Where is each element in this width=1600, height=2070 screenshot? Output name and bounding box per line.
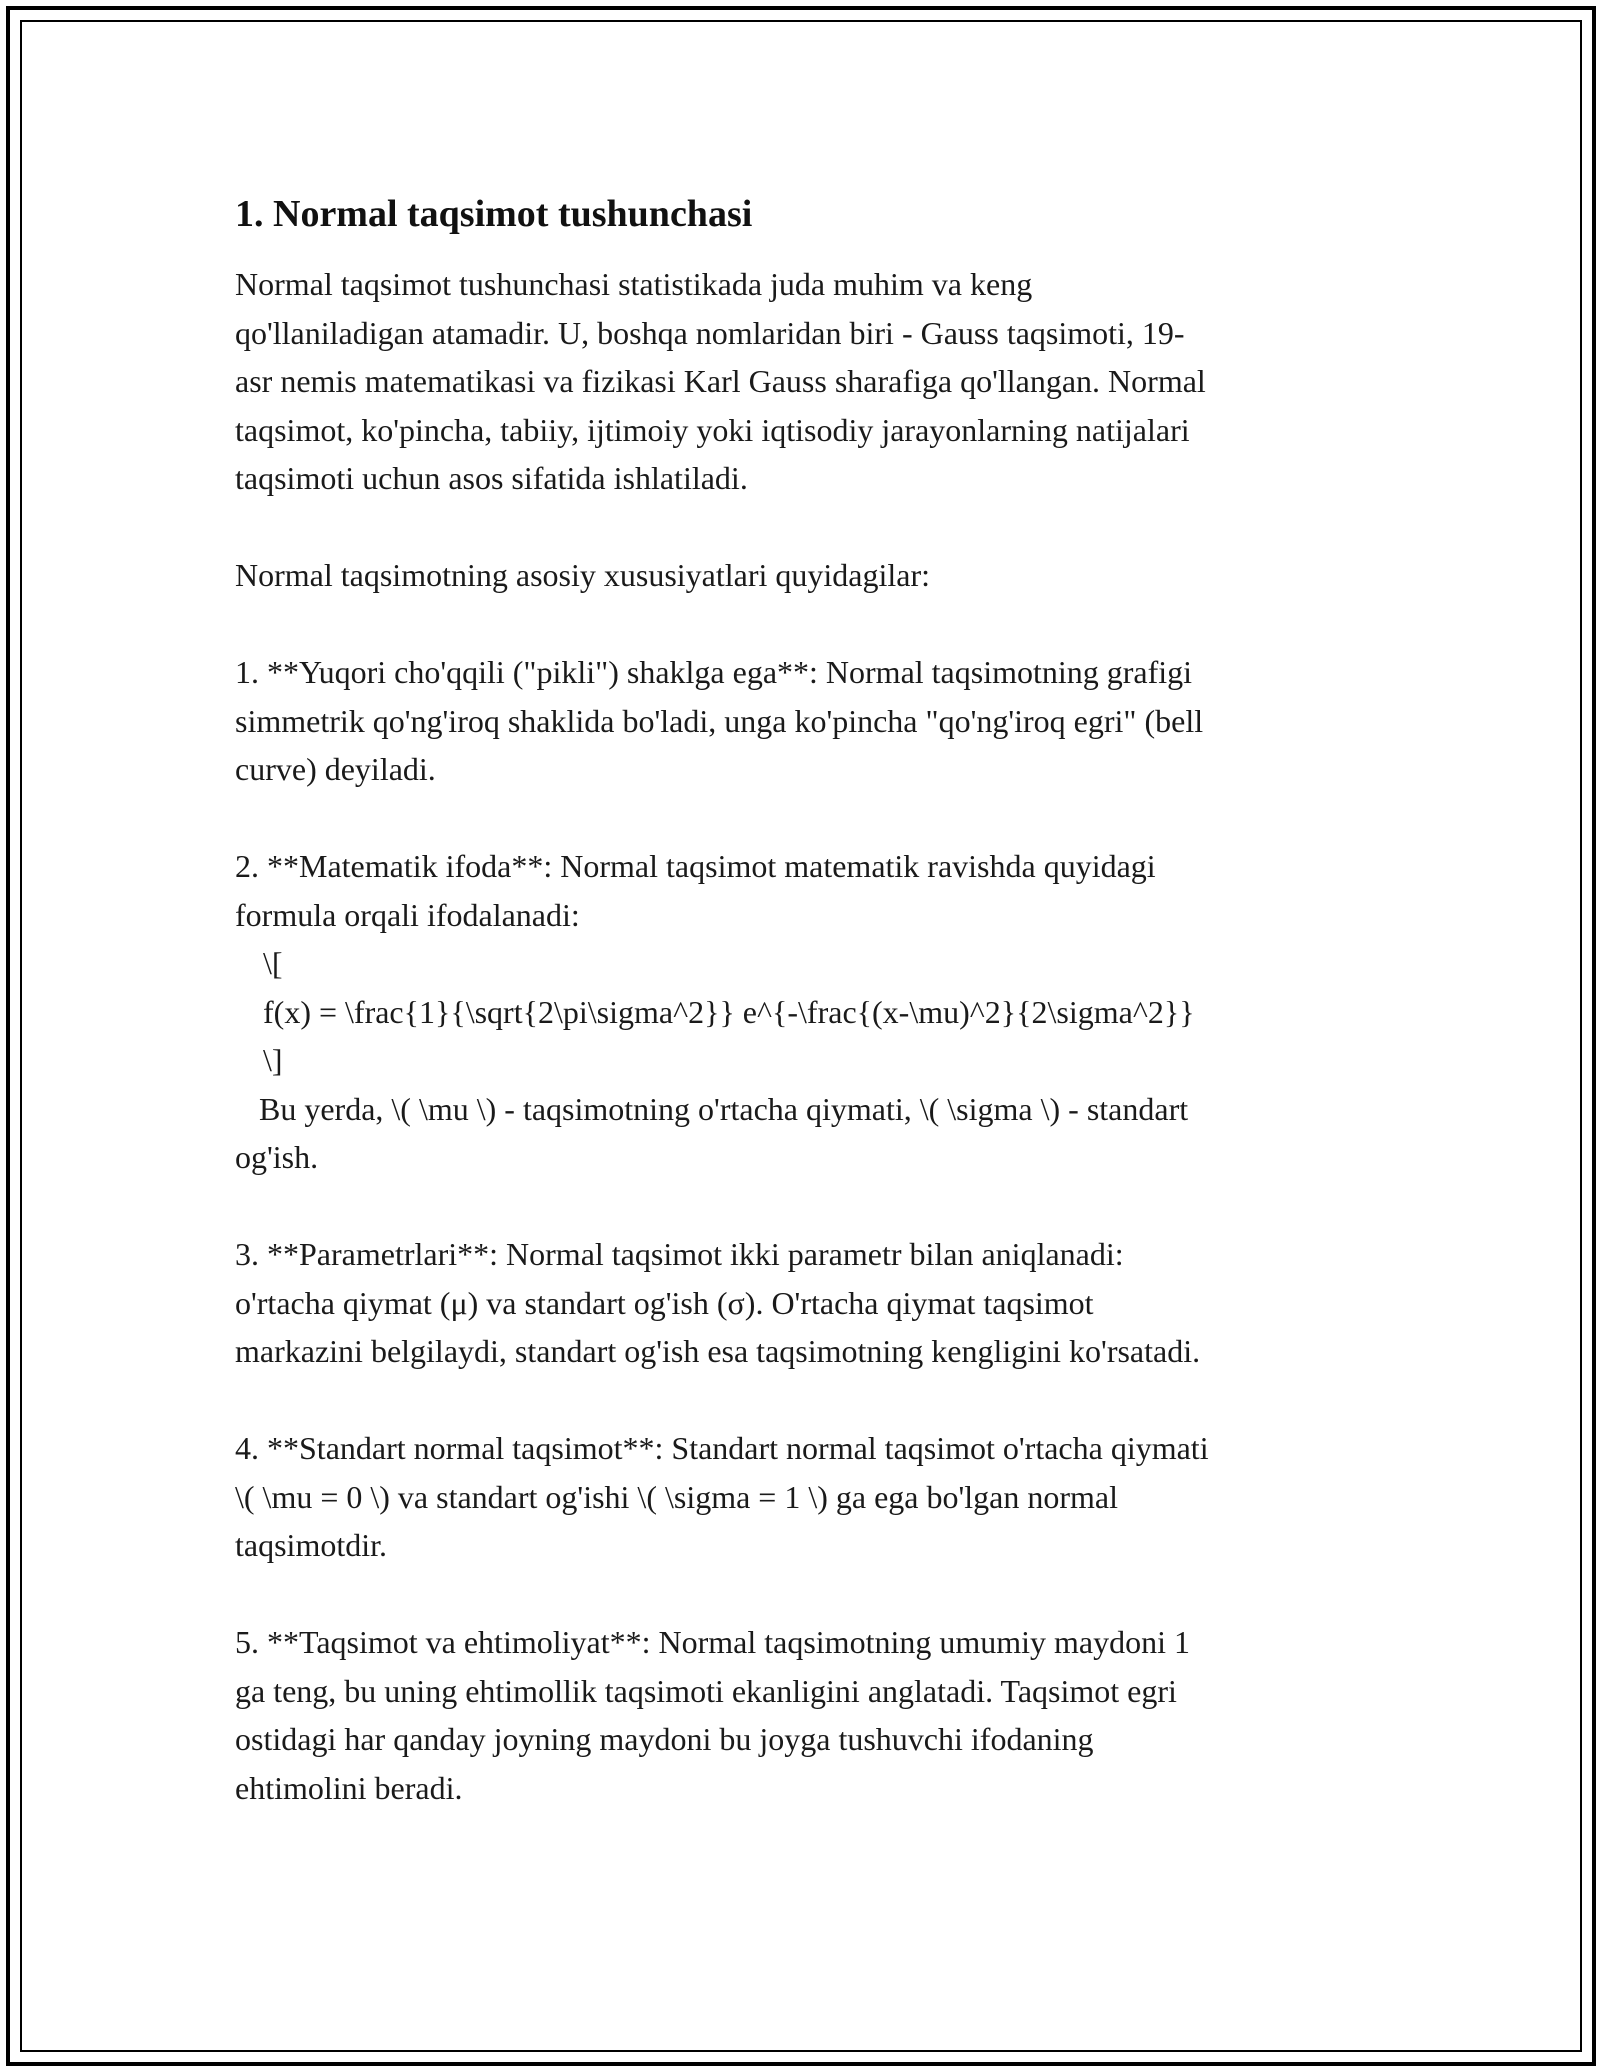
list-item-line: og'ish.	[235, 1139, 319, 1175]
list-item-1	[235, 648, 1355, 794]
list-item-line: 2. **Matematik ifoda**: Normal taqsimot matematik ravishda quyidagi	[235, 848, 1156, 884]
list-item-line: 3. **Parametrlari**: Normal taqsimot ikki parametr bilan aniqlanadi:	[235, 1236, 1124, 1272]
list-item-line: 4. **Standart normal taqsimot**: Standart normal taqsimot o'rtacha qiymati	[235, 1430, 1209, 1466]
spacer	[235, 503, 1355, 552]
list-item-line: 1. **Yuqori cho'qqili ("pikli") shaklga ega**: Normal taqsimotning grafigi	[235, 654, 1193, 690]
list-item-5	[235, 1618, 1355, 1812]
list-item-line: curve) deyiladi.	[235, 751, 436, 787]
formula-line: \]	[263, 1042, 283, 1078]
list-item-2	[235, 842, 1355, 1182]
section-heading: 1. Normal taqsimot tushunchasi	[235, 193, 753, 235]
intro-line: Normal taqsimot tushunchasi statistikada juda muhim va keng	[235, 266, 1033, 302]
list-item-4	[235, 1424, 1355, 1570]
formula-line: \[	[263, 945, 283, 981]
list-item-3	[235, 1230, 1355, 1376]
intro-line: taqsimoti uchun asos sifatida ishlatiladi.	[235, 460, 748, 496]
intro-line: taqsimot, ko'pincha, tabiiy, ijtimoiy yoki iqtisodiy jarayonlarning natijalari	[235, 411, 1190, 448]
spacer	[235, 794, 1355, 843]
list-item-line: simmetrik qo'ng'iroq shaklida bo'ladi, unga ko'pincha "qo'ng'iroq egri" (bell	[235, 702, 1204, 739]
features-intro: Normal taqsimotning asosiy xususiyatlari quyidagilar:	[235, 557, 931, 593]
list-item-line: markazini belgilaydi, standart og'ish esa taqsimotning kengligini ko'rsatadi.	[235, 1333, 1201, 1369]
document-body	[235, 186, 1355, 1812]
list-item-line: ga teng, bu uning ehtimollik taqsimoti ekanligini anglatadi. Taqsimot egri	[235, 1672, 1177, 1709]
spacer	[235, 600, 1355, 649]
list-item-line: 5. **Taqsimot va ehtimoliyat**: Normal taqsimotning umumiy maydoni 1	[235, 1624, 1190, 1660]
spacer	[235, 1376, 1355, 1425]
list-item-line: o'rtacha qiymat (μ) va standart og'ish (σ). O'rtacha qiymat taqsimot	[235, 1284, 1094, 1321]
list-item-line: Bu yerda, \( \mu \) - taqsimotning o'rtacha qiymati, \( \sigma \) - standart	[235, 1090, 1189, 1127]
list-item-line: formula orqali ifodalanadi:	[235, 896, 580, 933]
list-item-line: taqsimotdir.	[235, 1527, 387, 1563]
formula-line: f(x) = \frac{1}{\sqrt{2\pi\sigma^2}} e^{-\frac{(x-\mu)^2}{2\sigma^2}}	[263, 993, 1195, 1030]
spacer	[235, 1182, 1355, 1231]
intro-line: asr nemis matematikasi va fizikasi Karl Gauss sharafiga qo'llangan. Normal	[235, 363, 1206, 399]
list-item-line: ehtimolini beradi.	[235, 1769, 463, 1806]
list-item-line: \( \mu = 0 \) va standart og'ishi \( \sigma = 1 \) ga ega bo'lgan normal	[235, 1478, 1118, 1515]
intro-paragraph	[235, 260, 1355, 503]
list-item-line: ostidagi har qanday joyning maydoni bu joyga tushuvchi ifodaning	[235, 1721, 1094, 1757]
spacer	[235, 1570, 1355, 1619]
intro-line: qo'llaniladigan atamadir. U, boshqa nomlaridan biri - Gauss taqsimoti, 19-	[235, 314, 1185, 351]
